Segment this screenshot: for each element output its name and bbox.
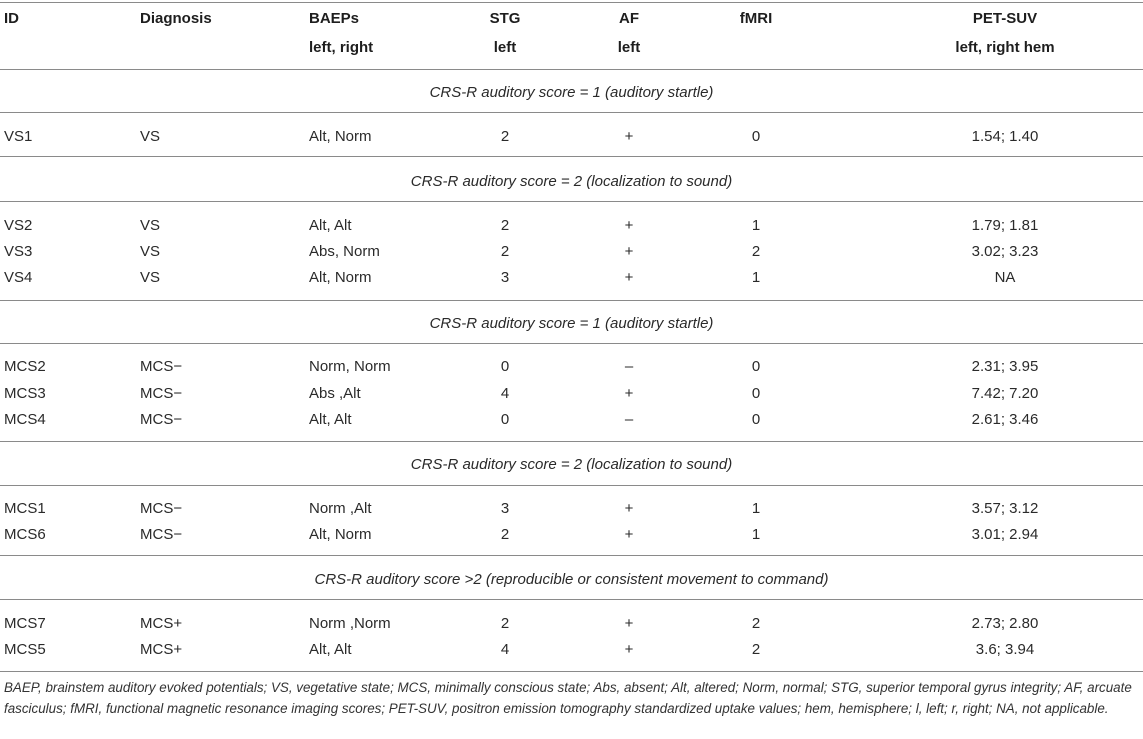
- group-rule: [0, 555, 1143, 556]
- cell-id: VS2: [4, 217, 33, 234]
- cell-fmri: 0: [751, 385, 761, 402]
- table-footnote: BAEP, brainstem auditory evoked potentials; VS, vegetative state; MCS, minimally conscious state; Abs, absent; Alt, altered; Norm, normal; STG, superior temporal gyrus integrity; AF, arcuate fasciculus; fMRI, functional magnetic resonance imaging scores; PET-SUV, positron emission tomography standardized uptake values; hem, hemisphere; l, left; r, right; NA, not applicable.: [4, 680, 1132, 716]
- cell-pet: 1.79; 1.81: [971, 217, 1039, 234]
- cell-diagnosis: VS: [140, 269, 161, 286]
- cell-fmri: 2: [751, 641, 761, 658]
- header-af: AF: [619, 10, 639, 27]
- cell-baeps: Alt, Alt: [309, 411, 352, 428]
- cell-baeps: Norm ,Norm: [309, 615, 391, 632]
- cell-id: VS1: [4, 128, 33, 145]
- cell-id: MCS2: [4, 358, 46, 375]
- group-rule: [0, 156, 1143, 157]
- header-diagnosis: Diagnosis: [140, 10, 212, 27]
- cell-id: VS3: [4, 243, 33, 260]
- cell-diagnosis: MCS+: [140, 641, 183, 658]
- cell-pet: NA: [994, 269, 1016, 286]
- group-label: CRS-R auditory score = 1 (auditory startle): [429, 315, 714, 332]
- cell-baeps: Abs, Norm: [309, 243, 380, 260]
- cell-diagnosis: MCS−: [140, 500, 183, 517]
- cell-af: +: [624, 641, 634, 658]
- cell-pet: 3.02; 3.23: [971, 243, 1039, 260]
- cell-pet: 3.57; 3.12: [971, 500, 1039, 517]
- cell-af: +: [624, 526, 634, 543]
- cell-id: MCS4: [4, 411, 46, 428]
- cell-af: –: [624, 411, 634, 428]
- cell-af: +: [624, 217, 634, 234]
- cell-diagnosis: MCS−: [140, 411, 183, 428]
- cell-diagnosis: VS: [140, 128, 161, 145]
- cell-af: +: [624, 128, 634, 145]
- cell-baeps: Alt, Alt: [309, 641, 352, 658]
- cell-af: –: [624, 358, 634, 375]
- group-rule: [0, 201, 1143, 202]
- cell-baeps: Alt, Norm: [309, 526, 372, 543]
- cell-af: +: [624, 615, 634, 632]
- cell-pet: 2.31; 3.95: [971, 358, 1039, 375]
- table-top-rule: [0, 2, 1143, 3]
- cell-fmri: 1: [751, 500, 761, 517]
- cell-pet: 1.54; 1.40: [971, 128, 1039, 145]
- cell-id: MCS6: [4, 526, 46, 543]
- cell-stg: 2: [500, 526, 510, 543]
- cell-diagnosis: MCS−: [140, 526, 183, 543]
- group-label: CRS-R auditory score = 2 (localization to sound): [410, 173, 733, 190]
- cell-diagnosis: MCS−: [140, 385, 183, 402]
- cell-id: MCS7: [4, 615, 46, 632]
- cell-af: +: [624, 269, 634, 286]
- cell-baeps: Norm, Norm: [309, 358, 391, 375]
- cell-baeps: Abs ,Alt: [309, 385, 361, 402]
- cell-id: VS4: [4, 269, 33, 286]
- cell-id: MCS5: [4, 641, 46, 658]
- group-rule: [0, 300, 1143, 301]
- cell-stg: 3: [500, 269, 510, 286]
- header-id: ID: [4, 10, 19, 27]
- cell-diagnosis: VS: [140, 243, 161, 260]
- cell-pet: 7.42; 7.20: [971, 385, 1039, 402]
- cell-stg: 3: [500, 500, 510, 517]
- cell-fmri: 2: [751, 243, 761, 260]
- header-pet: PET-SUV: [972, 10, 1038, 27]
- cell-stg: 2: [500, 243, 510, 260]
- cell-fmri: 1: [751, 269, 761, 286]
- cell-id: MCS1: [4, 500, 46, 517]
- group-rule: [0, 112, 1143, 113]
- cell-stg: 0: [500, 358, 510, 375]
- group-rule: [0, 599, 1143, 600]
- cell-baeps: Alt, Norm: [309, 128, 372, 145]
- cell-stg: 4: [500, 641, 510, 658]
- cell-af: +: [624, 385, 634, 402]
- header-af-sub: left: [617, 39, 641, 56]
- group-label: CRS-R auditory score = 2 (localization to sound): [410, 456, 733, 473]
- cell-af: +: [624, 500, 634, 517]
- cell-stg: 4: [500, 385, 510, 402]
- cell-fmri: 0: [751, 358, 761, 375]
- cell-baeps: Alt, Norm: [309, 269, 372, 286]
- header-fmri: fMRI: [739, 10, 773, 27]
- cell-stg: 2: [500, 128, 510, 145]
- cell-fmri: 2: [751, 615, 761, 632]
- cell-diagnosis: MCS−: [140, 358, 183, 375]
- header-baeps-sub: left, right: [309, 39, 374, 56]
- cell-stg: 2: [500, 615, 510, 632]
- cell-pet: 3.6; 3.94: [975, 641, 1035, 658]
- cell-diagnosis: MCS+: [140, 615, 183, 632]
- group-label: CRS-R auditory score >2 (reproducible or consistent movement to command): [314, 571, 829, 588]
- cell-fmri: 1: [751, 217, 761, 234]
- cell-fmri: 0: [751, 128, 761, 145]
- cell-pet: 2.73; 2.80: [971, 615, 1039, 632]
- group-label: CRS-R auditory score = 1 (auditory startle): [429, 84, 714, 101]
- cell-stg: 0: [500, 411, 510, 428]
- table-bottom-rule: [0, 671, 1143, 672]
- cell-fmri: 0: [751, 411, 761, 428]
- cell-baeps: Norm ,Alt: [309, 500, 372, 517]
- group-rule: [0, 485, 1143, 486]
- cell-fmri: 1: [751, 526, 761, 543]
- cell-pet: 2.61; 3.46: [971, 411, 1039, 428]
- cell-pet: 3.01; 2.94: [971, 526, 1039, 543]
- cell-af: +: [624, 243, 634, 260]
- header-baeps: BAEPs: [309, 10, 360, 27]
- header-stg-sub: left: [493, 39, 517, 56]
- header-stg: STG: [489, 10, 521, 27]
- header-pet-sub: left, right hem: [955, 39, 1055, 56]
- cell-diagnosis: VS: [140, 217, 161, 234]
- cell-id: MCS3: [4, 385, 46, 402]
- cell-baeps: Alt, Alt: [309, 217, 352, 234]
- cell-stg: 2: [500, 217, 510, 234]
- group-rule: [0, 441, 1143, 442]
- group-rule: [0, 343, 1143, 344]
- header-rule: [0, 69, 1143, 70]
